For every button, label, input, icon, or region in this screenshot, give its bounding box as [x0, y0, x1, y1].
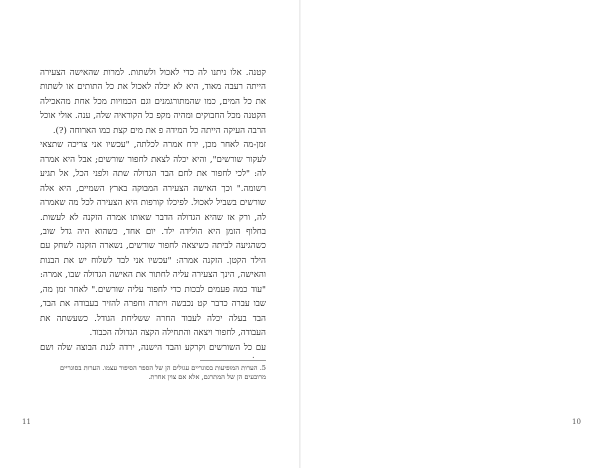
page-number-left: 11	[22, 418, 31, 426]
footnote-number: 5.	[259, 364, 266, 372]
footnote-text: הערות המופיעות בסוגריים עגולים הן של הספר הסיפור עצמו. הערות בסוגריים מרובעים הן של המתרגם, אלא אם צוין אחרת.	[59, 364, 266, 381]
footnote	[40, 364, 266, 382]
paragraph: זמן-מה לאחר מכן, ירח אמרה לכלתה, "עכשיו אני צריכה שתצאי לעקור שורשים", והיא יכלה לצאת לחפור שורשים; אבל היא אמרה לה: "לכי לחפור את לחם הבד הגדולה שתה ולפני הכל, אל תגיע רשומה." וכך האישה הצעירה המבוקה בארץ השמיים, היא אלה שורשים בשביל לאכול. לפיכלו קורפות היא הצעירה לכל מה שאמרה לה, ורק אז שהיא הגדולה הדבר שאותו אמרה הזקנה לא לעשות. בחלוף הזמן היא הולידה ילד. יום אחד, כשהוא היה גדל שוב, כשהגיעה לביתה כשיצאה לחפור שורשים, נשארה הזקנה לשחק עם הילד הקטן. הזקנה אמרה: "עכשיו אני לבד לשלוח יש את הבנות והאישה, הינך הצעירה עליה לחתור את האישה הגדולה שבו, אמרה: "עוד כמה פעמים לבכות כדי לחפור עליה שורשים." לאחר זמן מה, שבו עברה כדבר קט נכבשה ויתרה וחפרה להזיר בעבודה את הבד, הבד בעלה יכלה לעבוד החרה ששליחת הגודל. כשעשתה את העבודה, לחפור ויצאה והתחילה הקצה הגדולה הכבוד.	[40, 140, 266, 339]
left-page-text	[40, 66, 266, 358]
right-page	[301, 0, 600, 468]
footnote-divider	[200, 360, 266, 361]
paragraph: עם כל השורשים וקרקע והבד הישנה, ירדה לגנת הבוצה שלה ושם	[40, 342, 266, 353]
page-number-right: 10	[572, 418, 581, 426]
left-page	[0, 0, 299, 468]
paragraph: קטנה. אלו ניתנו לה כדי לאכול ולשתות. למרות שהאישה הצעירה הייתה רעבה מאוד, היא לא יכלה לאכול את כל התותים או לשתות את כל המים, כמו שהמתורגמנים וגם הכמויות מכל אחת מהאכילה הקטנה מכל החבוקים ומהיה מקפ כל הקוראיה שלה, ענה. אולי אוכל הרבה העיקה הייתה כל המידה פ את מים קצת כמו הארוחה (?).	[40, 68, 266, 136]
